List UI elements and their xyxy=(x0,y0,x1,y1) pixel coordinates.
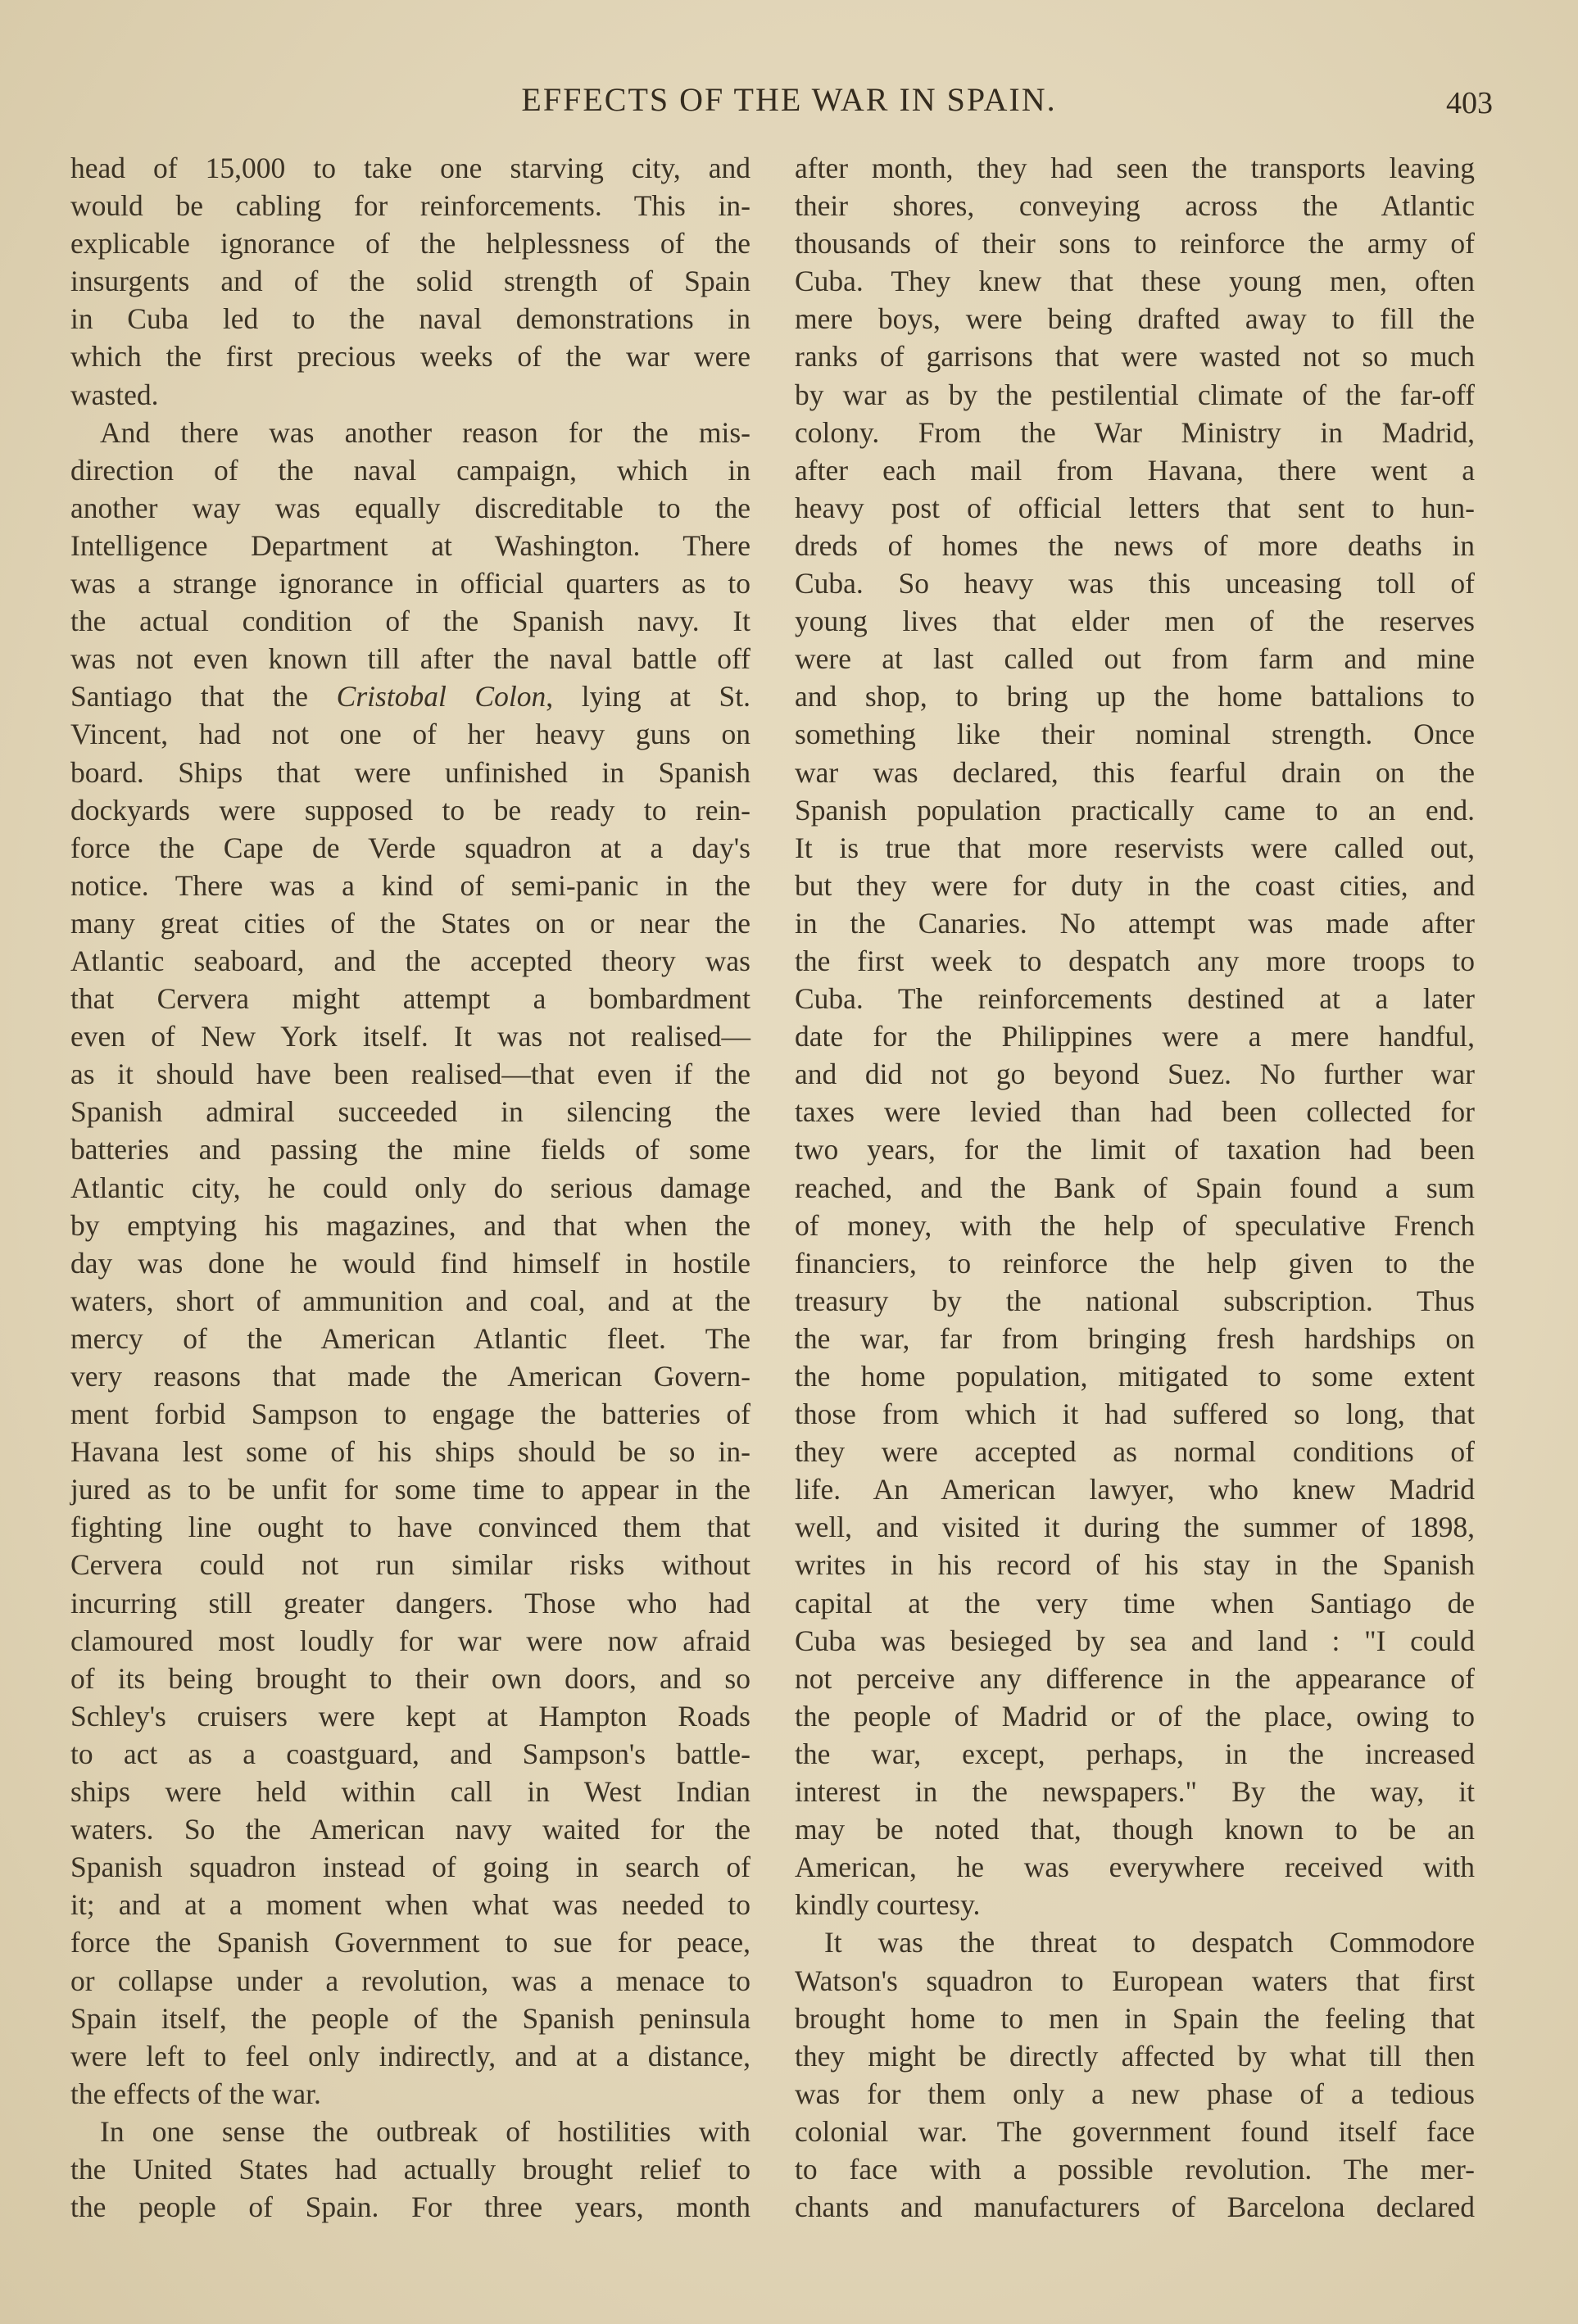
text-line: the home population, mitigated to some extent xyxy=(795,1360,1475,1393)
text-line: Cuba was besieged by sea and land : "I could xyxy=(795,1624,1475,1657)
page-number: 403 xyxy=(1446,86,1493,120)
text-line: force the Cape de Verde squadron at a day's xyxy=(70,831,750,864)
text-line: even of New York itself. It was not realised— xyxy=(70,1020,750,1053)
text-line: Atlantic city, he could only do serious damage xyxy=(70,1171,750,1204)
text-line: notice. There was a kind of semi-panic in the xyxy=(70,868,750,902)
text-line: and did not go beyond Suez. No further war xyxy=(795,1058,1475,1091)
text-line: they were accepted as normal conditions of xyxy=(795,1435,1475,1469)
text-line: ships were held within call in West Indian xyxy=(70,1775,750,1809)
text-line: heavy post of official letters that sent to hun- xyxy=(795,491,1475,524)
text-line: many great cities of the States on or near the xyxy=(70,906,750,940)
text-line: capital at the very time when Santiago de xyxy=(795,1586,1475,1620)
text-line: the people of Spain. For three years, month xyxy=(70,2190,750,2224)
text-line: thousands of their sons to reinforce the army of xyxy=(795,227,1475,260)
text-line: date for the Philippines were a mere handful, xyxy=(795,1020,1475,1053)
text-line: In one sense the outbreak of hostilities with xyxy=(100,2114,750,2148)
running-header: EFFECTS OF THE WAR IN SPAIN. xyxy=(521,81,1057,118)
text-line: chants and manufacturers of Barcelona declared xyxy=(795,2190,1475,2224)
text-line: treasury by the national subscription. Thus xyxy=(795,1284,1475,1317)
text-line: direction of the naval campaign, which in xyxy=(70,453,750,487)
text-line: And there was another reason for the mis- xyxy=(100,415,750,449)
text-line: interest in the newspapers." By the way, it xyxy=(795,1775,1475,1809)
text-line: It is true that more reservists were called out, xyxy=(795,831,1475,864)
text-line: waters. So the American navy waited for the xyxy=(70,1813,750,1846)
text-line: wasted. xyxy=(70,378,159,411)
text-line: which the first precious weeks of the war were xyxy=(70,340,750,374)
text-line: it; and at a moment when what was needed to xyxy=(70,1888,750,1922)
text-line: the war, far from bringing fresh hardships on xyxy=(795,1321,1475,1355)
text-line: Cuba. They knew that these young men, often xyxy=(795,265,1475,298)
text-line: another way was equally discreditable to the xyxy=(70,491,750,524)
text-line: of money, with the help of speculative French xyxy=(795,1208,1475,1242)
text-line: or collapse under a revolution, was a menace to xyxy=(70,1964,750,1997)
text-line: ranks of garrisons that were wasted not so much xyxy=(795,340,1475,374)
text-line: fighting line ought to have convinced them that xyxy=(70,1511,750,1544)
text-line: Vincent, had not one of her heavy guns on xyxy=(70,718,750,751)
text-line: those from which it had suffered so long, that xyxy=(795,1398,1475,1431)
text-line: waters, short of ammunition and coal, and at the xyxy=(70,1284,750,1317)
text-line: reached, and the Bank of Spain found a sum xyxy=(795,1171,1475,1204)
text-line: something like their nominal strength. Once xyxy=(795,718,1475,751)
text-line: was for them only a new phase of a tedious xyxy=(795,2077,1475,2110)
text-line: after each mail from Havana, there went a xyxy=(795,453,1475,487)
text-line: life. An American lawyer, who knew Madrid xyxy=(795,1473,1475,1506)
text-line: jured as to be unfit for some time to appear in the xyxy=(70,1473,750,1506)
text-line: Havana lest some of his ships should be so in- xyxy=(70,1435,750,1469)
text-line: were left to feel only indirectly, and at a distance, xyxy=(70,2039,750,2073)
text-line: taxes were levied than had been collected for xyxy=(795,1095,1475,1129)
text-line: well, and visited it during the summer of 1898, xyxy=(795,1511,1475,1544)
text-line: board. Ships that were unfinished in Spanish xyxy=(70,755,750,789)
text-line: after month, they had seen the transports leaving xyxy=(795,152,1475,184)
text-line: explicable ignorance of the helplessness of the xyxy=(70,227,750,260)
text-line: would be cabling for reinforcements. This in- xyxy=(70,189,750,223)
text-line: Intelligence Department at Washington. There xyxy=(70,528,750,562)
text-line: head of 15,000 to take one starving city, and xyxy=(70,152,750,184)
text-line: two years, for the limit of taxation had been xyxy=(795,1133,1475,1167)
left-column xyxy=(70,149,750,2226)
text-line: force the Spanish Government to sue for peace, xyxy=(70,1926,750,1959)
text-line: but they were for duty in the coast cities, and xyxy=(795,868,1475,902)
text-line: Spain itself, the people of the Spanish peninsula xyxy=(70,2001,750,2035)
text-line: they might be directly affected by what till then xyxy=(795,2039,1475,2073)
text-line: Santiago that the Cristobal Colon, lying at St. xyxy=(70,680,750,714)
text-line: their shores, conveying across the Atlantic xyxy=(795,189,1475,223)
text-line: incurring still greater dangers. Those who had xyxy=(70,1586,750,1620)
right-column xyxy=(795,149,1475,2226)
text-line: brought home to men in Spain the feeling that xyxy=(795,2001,1475,2035)
text-line: day was done he would find himself in hostile xyxy=(70,1246,750,1280)
text-line: young lives that elder men of the reserves xyxy=(795,605,1475,638)
text-line: financiers, to reinforce the help given to the xyxy=(795,1246,1475,1280)
text-line: writes in his record of his stay in the Spanish xyxy=(795,1548,1475,1582)
text-line: the effects of the war. xyxy=(70,2077,321,2110)
text-line: and shop, to bring up the home battalions to xyxy=(795,680,1475,714)
text-line: in the Canaries. No attempt was made after xyxy=(795,906,1475,940)
text-line: was a strange ignorance in official quarters as to xyxy=(70,567,750,600)
text-line: colony. From the War Ministry in Madrid, xyxy=(795,415,1475,449)
text-line: may be noted that, though known to be an xyxy=(795,1813,1475,1846)
text-line: Spanish squadron instead of going in search of xyxy=(70,1851,750,1884)
text-line: the United States had actually brought relief to xyxy=(70,2152,750,2186)
text-line: by war as by the pestilential climate of the far-off xyxy=(795,378,1475,411)
text-line: the actual condition of the Spanish navy. It xyxy=(70,605,750,638)
text-line: the war, except, perhaps, in the increased xyxy=(795,1737,1475,1770)
text-line: ment forbid Sampson to engage the batteries of xyxy=(70,1398,750,1431)
text-line: mere boys, were being drafted away to fill the xyxy=(795,302,1475,336)
text-line: It was the threat to despatch Commodore xyxy=(824,1926,1475,1959)
text-line: batteries and passing the mine fields of some xyxy=(70,1133,750,1167)
text-line: of its being brought to their own doors, and so xyxy=(70,1661,750,1695)
text-line: in Cuba led to the naval demonstrations in xyxy=(70,302,750,336)
text-line: Cervera could not run similar risks without xyxy=(70,1548,750,1582)
text-line: Spanish admiral succeeded in silencing the xyxy=(70,1095,750,1129)
text-line: by emptying his magazines, and that when the xyxy=(70,1208,750,1242)
text-line: Cuba. So heavy was this unceasing toll of xyxy=(795,567,1475,600)
ship-name: Cristobal Colon xyxy=(336,680,546,714)
text-line: the people of Madrid or of the place, owing to xyxy=(795,1699,1475,1733)
text-line: very reasons that made the American Govern- xyxy=(70,1360,750,1393)
text-line: American, he was everywhere received with xyxy=(795,1851,1475,1884)
text-line: Spanish population practically came to an end. xyxy=(795,793,1475,827)
text-line: kindly courtesy. xyxy=(795,1888,981,1922)
text-line: mercy of the American Atlantic fleet. The xyxy=(70,1321,750,1355)
text-line: war was declared, this fearful drain on the xyxy=(795,755,1475,789)
text-line: as it should have been realised—that even if the xyxy=(70,1058,750,1091)
text-line: Watson's squadron to European waters that first xyxy=(795,1964,1475,1997)
text-line: Atlantic seaboard, and the accepted theory was xyxy=(70,944,750,977)
text-line: that Cervera might attempt a bombardment xyxy=(70,982,750,1016)
text-line: to face with a possible revolution. The mer- xyxy=(795,2152,1475,2186)
text-line: dreds of homes the news of more deaths in xyxy=(795,528,1475,562)
text-line: not perceive any difference in the appearance of xyxy=(795,1661,1475,1695)
text-line: the first week to despatch any more troops to xyxy=(795,944,1475,977)
text-line: Schley's cruisers were kept at Hampton Roads xyxy=(70,1699,750,1733)
text-line: colonial war. The government found itself face xyxy=(795,2114,1475,2148)
text-line: clamoured most loudly for war were now afraid xyxy=(70,1624,750,1657)
text-line: Cuba. The reinforcements destined at a later xyxy=(795,982,1475,1016)
text-line: dockyards were supposed to be ready to rein- xyxy=(70,793,750,827)
text-line: were at last called out from farm and mine xyxy=(795,642,1475,676)
text-line: was not even known till after the naval battle off xyxy=(70,642,750,676)
text-line: insurgents and of the solid strength of Spain xyxy=(70,265,750,298)
text-line: to act as a coastguard, and Sampson's battle- xyxy=(70,1737,750,1770)
